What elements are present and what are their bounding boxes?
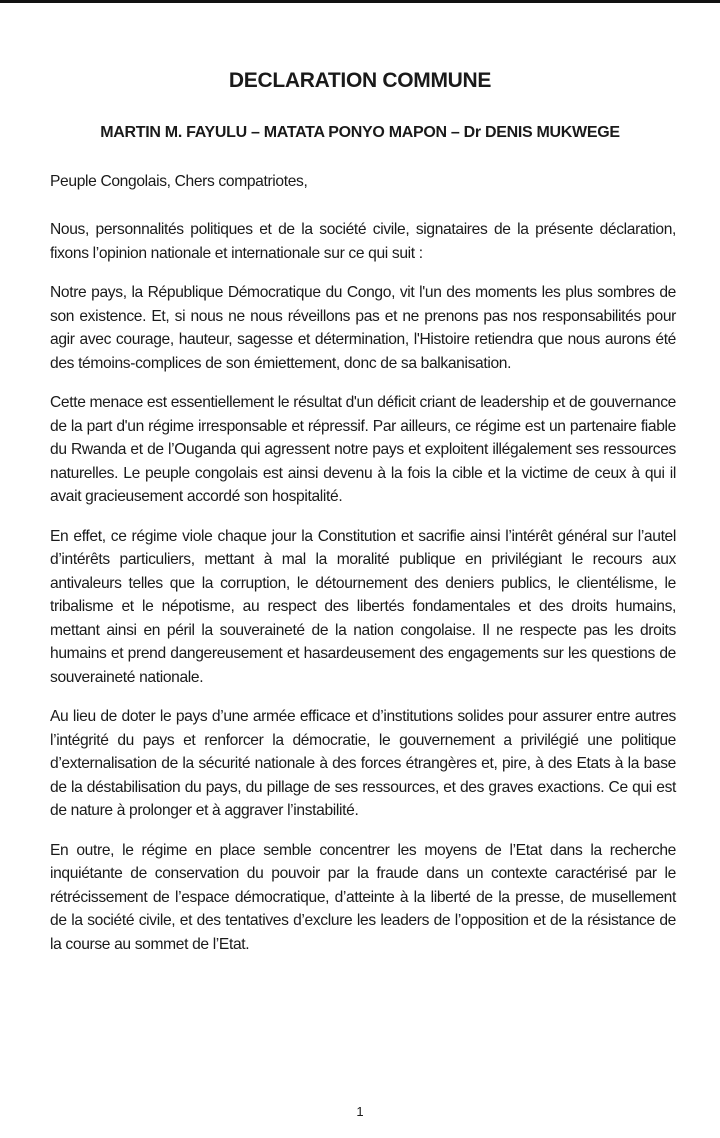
paragraph-5: Au lieu de doter le pays d’une armée efficace et d’institutions solides pour assurer entre autres l’intégrité du pays et renforcer la démocratie, le gouvernement a privilégié une politique d’externalisation de la sécurité nationale à des forces étrangères et, pire, à des Etats à la base de la déstabilisation du pays, du pillage de ses ressources, et des graves exactions. Ce qui est de nature à prolonger et à aggraver l’instabilité.	[50, 708, 676, 819]
page-number: 1	[356, 1104, 364, 1119]
document-title: DECLARATION COMMUNE	[228, 69, 492, 92]
document-authors: MARTIN M. FAYULU – MATATA PONYO MAPON – Dr DENIS MUKWEGE	[100, 124, 620, 141]
paragraph-2: Notre pays, la République Démocratique du Congo, vit l'un des moments les plus sombres de son existence. Et, si nous ne nous réveillons pas et ne prenons pas nos responsabilités pour agir avec courage, hauteur, sagesse et détermination, l'Histoire retiendra que nous aurons été des témoins-complices de son émiettement, donc de sa balkanisation.	[50, 284, 676, 372]
paragraph-4: En effet, ce régime viole chaque jour la Constitution et sacrifie ainsi l’intérêt général sur l’autel d’intérêts particuliers, mettant à mal la moralité publique en privilégiant le recours aux antivaleurs telles que la corruption, le détournement des deniers publics, le clientélisme, le tribalisme et le népotisme, au respect des libertés fondamentales et des droits humains, mettant ainsi en péril la souveraineté de la nation congolaise. Il ne respecte pas les droits humains et prend dangereusement et hasardeusement des engagements sur les questions de souveraineté nationale.	[50, 527, 676, 686]
paragraph-3: Cette menace est essentiellement le résultat d'un déficit criant de leadership et de gouvernance de la part d'un régime irresponsable et répressif. Par ailleurs, ce régime est un partenaire fiable du Rwanda et de l’Ouganda qui agressent notre pays et exploitent illégalement ses ressources naturelles. Le peuple congolais est ainsi devenu à la fois la cible et la victime de ceux à qui il avait gracieusement accordé son hospitalité.	[50, 394, 676, 505]
greeting: Peuple Congolais, Chers compatriotes,	[50, 173, 308, 190]
paragraph-6: En outre, le régime en place semble concentrer les moyens de l’Etat dans la recherche inquiétante de conservation du pouvoir par la fraude dans un contexte caractérisé par le rétrécissement de l’espace démocratique, d’atteinte à la liberté de la presse, de musellement de la société civile, et des tentatives d’exclure les leaders de l’opposition et de la résistance de la course au sommet de l’Etat.	[50, 841, 676, 953]
paragraph-1: Nous, personnalités politiques et de la société civile, signataires de la présente déclaration, fixons l’opinion nationale et internationale sur ce qui suit :	[50, 221, 676, 262]
document-body	[50, 218, 676, 972]
